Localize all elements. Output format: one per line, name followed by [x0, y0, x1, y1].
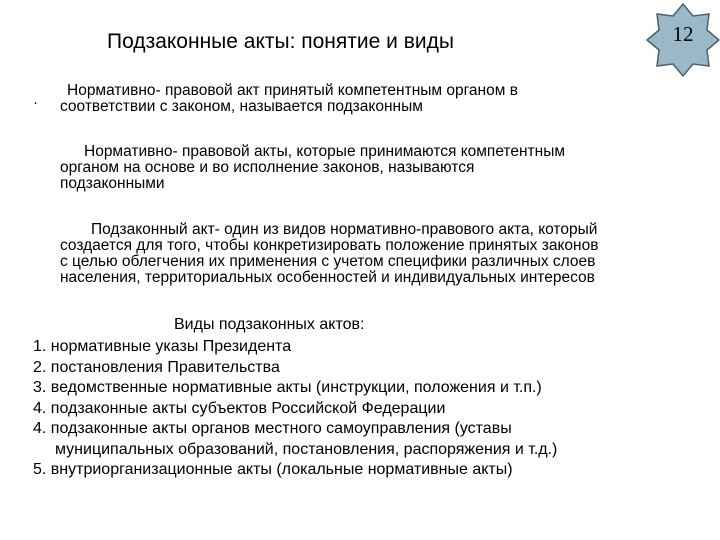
bullet-marker: · [33, 94, 38, 111]
definition-3 [60, 222, 700, 286]
list-item: 4. подзаконные акты органов местного самоуправления (уставы [33, 420, 512, 437]
kinds-list [33, 337, 557, 481]
definition-3-line-2: создается для того, чтобы конкретизировать положение принятых законов [60, 237, 599, 254]
page-title: Подзаконные акты: понятие и виды [107, 30, 454, 53]
definition-2-line-1: Нормативно- правовой акты, которые принимаются компетентным [84, 143, 565, 160]
list-item: 5. внутриорганизационные акты (локальные нормативные акты) [33, 461, 513, 478]
list-item: 1. нормативные указы Президента [33, 338, 292, 355]
definition-1-line-1: Нормативно- правовой акт принятый компетентным органом в [67, 82, 518, 99]
definition-2-line-2: органом на основе и во исполнение законов, называются [60, 159, 475, 176]
definition-1-line-2: соответствии с законом, называется подзаконным [60, 98, 423, 115]
definition-3-line-1: Подзаконный акт- один из видов нормативно-правового акта, который [91, 221, 598, 238]
definition-2 [60, 144, 700, 192]
definition-3-line-4: населения, территориальных особенностей и индивидуальных интересов [60, 269, 595, 286]
list-item: 2. постановления Правительства [33, 358, 280, 376]
definition-1 [60, 83, 680, 115]
list-item: 4. подзаконные акты субъектов Российской Федерации [33, 399, 446, 417]
definition-2-line-3: подзаконными [60, 175, 165, 192]
list-item: 3. ведомственные нормативные акты (инструкции, положения и т.п.) [33, 379, 542, 396]
definition-3-line-3: с целью облегчения их применения с учетом специфики различных слоев [60, 253, 596, 270]
list-item-continuation: муниципальных образований, постановления, распоряжения и т.д.) [55, 440, 558, 458]
kinds-title: Виды подзаконных актов: [174, 316, 365, 333]
slide-number: 12 [672, 22, 694, 46]
